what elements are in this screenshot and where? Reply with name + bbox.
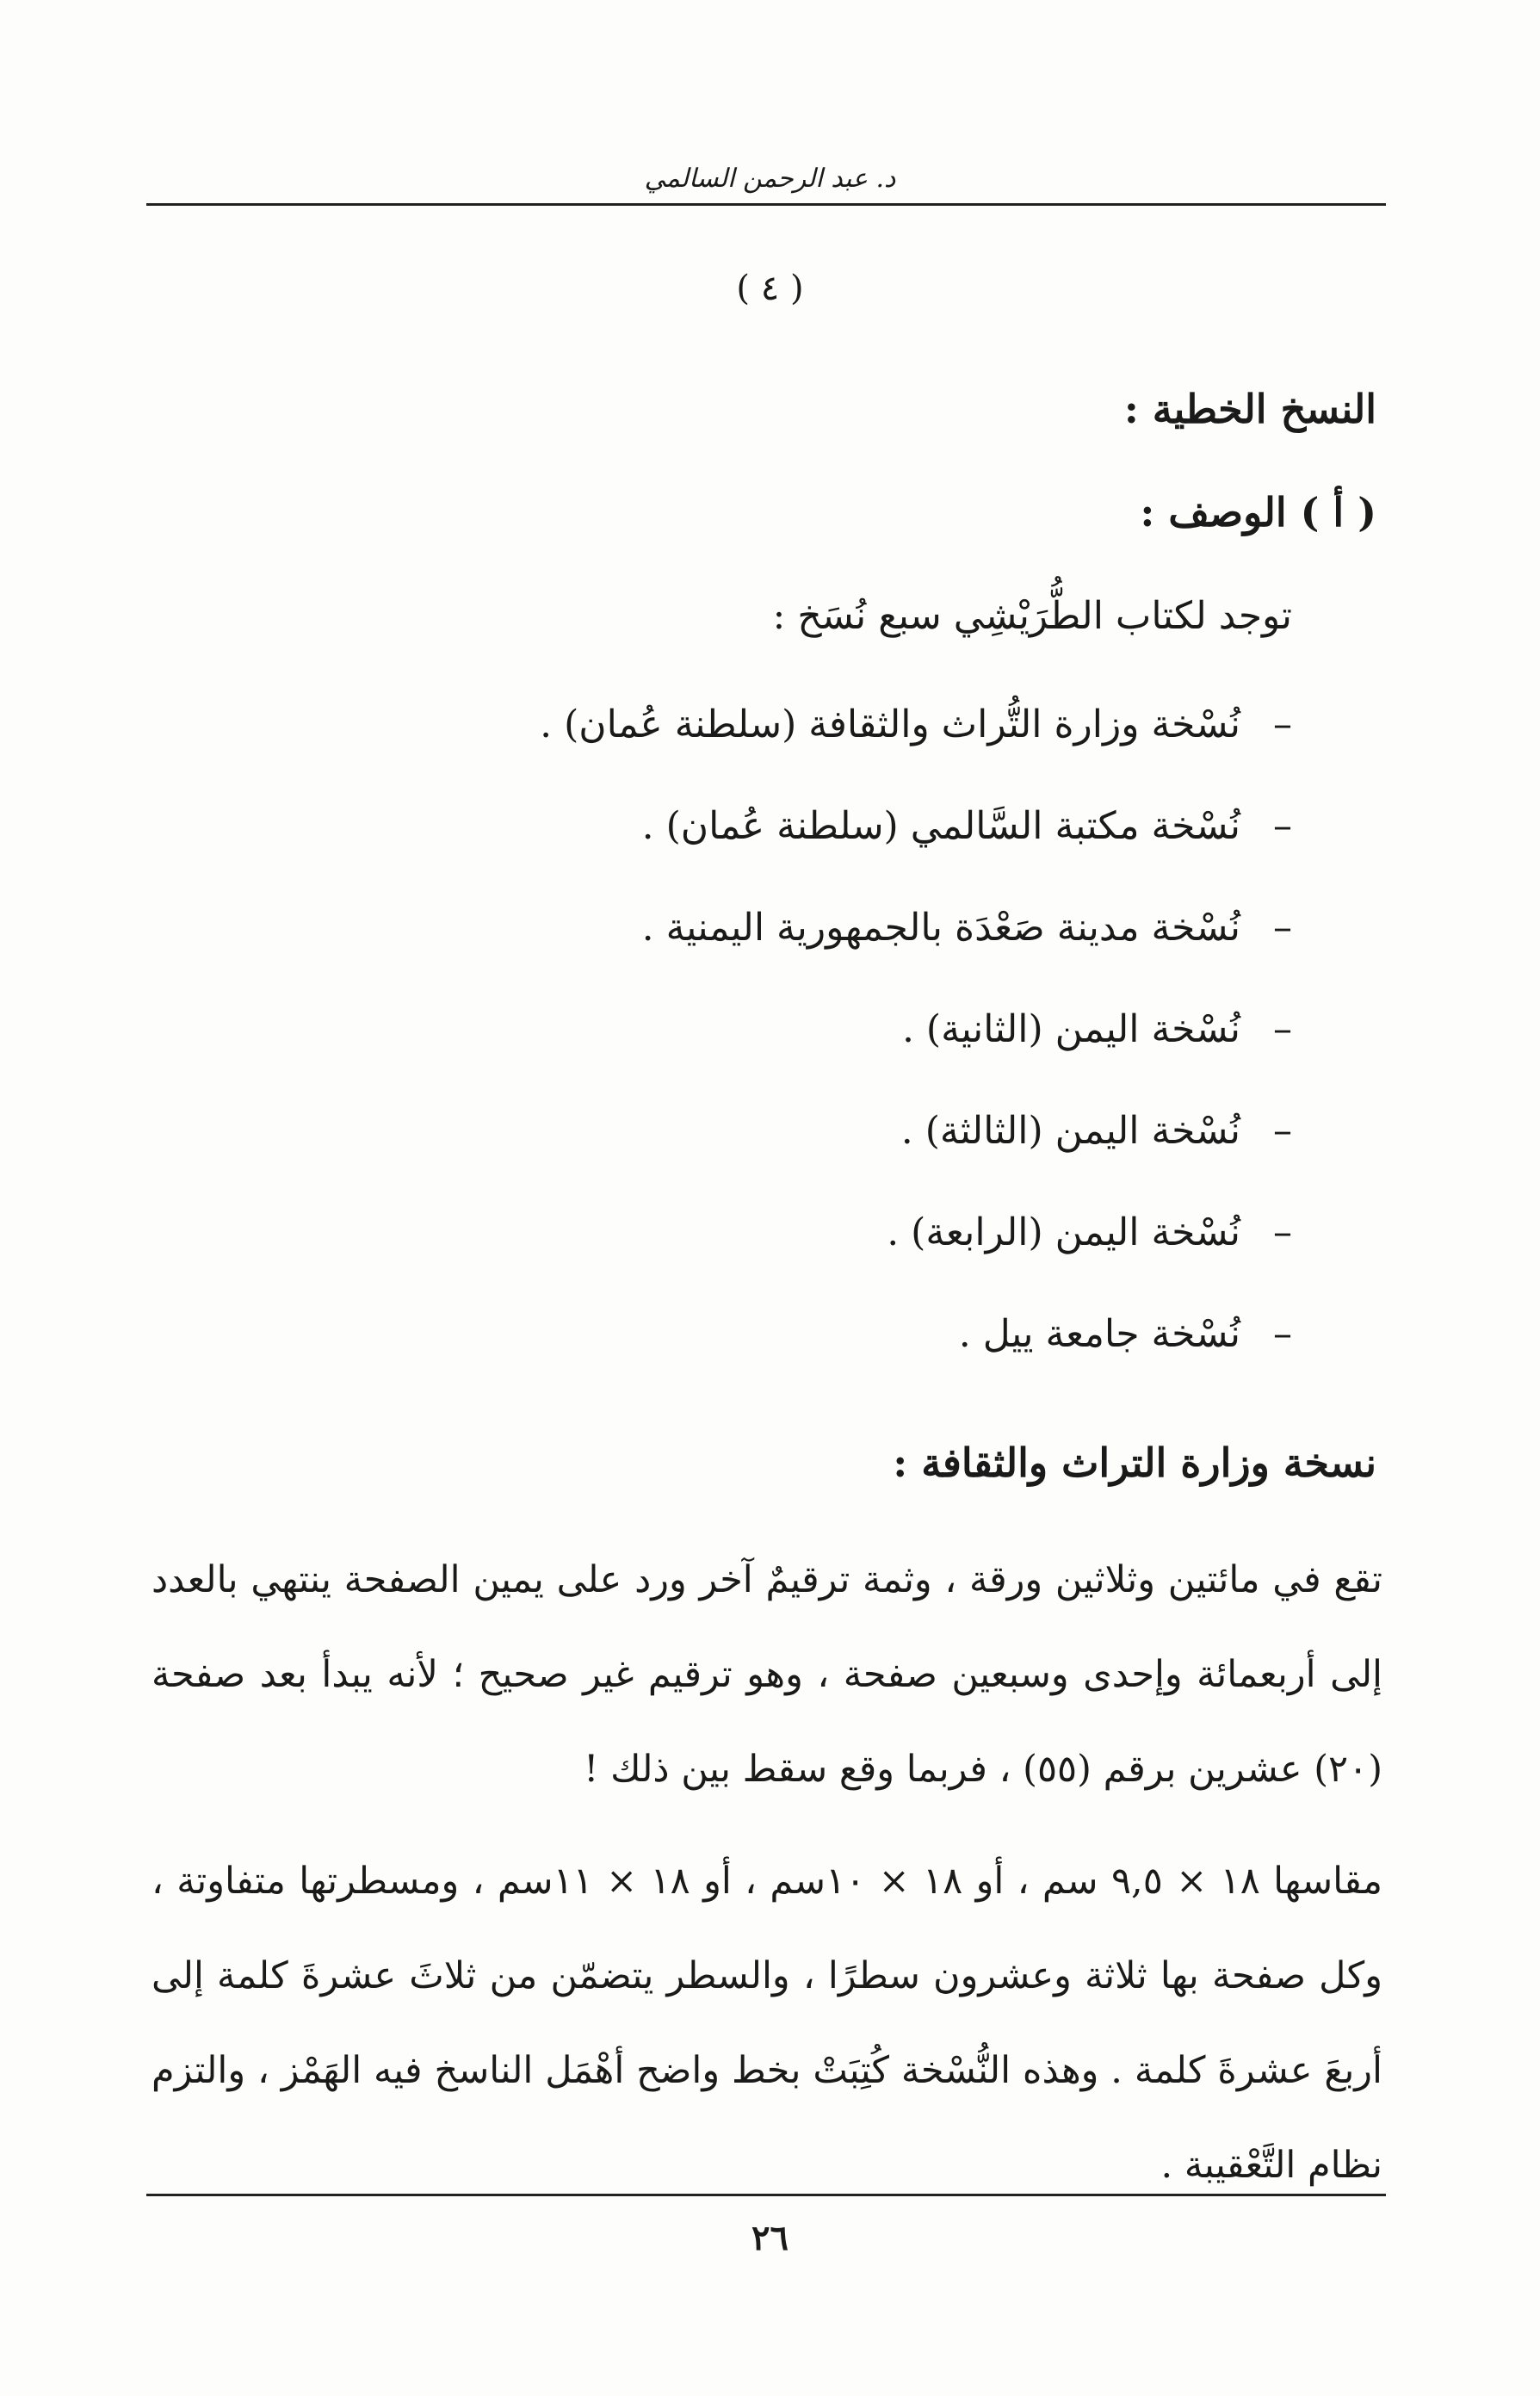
- header-rule: [146, 203, 1386, 206]
- paragraph-pages: تقع في مائتين وثلاثين ورقة ، وثمة ترقيمٌ آخر ورد على يمين الصفحة ينتهي بالعدد إلى أربعمائة وإحدى وسبعين صفحة ، وهو ترقيم غير صحيح ؛ لأنه يبدأ بعد صفحة (٢٠) عشرين برقم (٥٥) ، فربما وقع سقط بين ذلك !: [152, 1558, 1382, 1791]
- copy-text: نُسْخة اليمن (الثانية) .: [901, 1007, 1240, 1051]
- list-dash: –: [1273, 1312, 1292, 1356]
- heading-manuscripts: النسخ الخطية :: [1123, 386, 1376, 432]
- intro-line: توجد لكتاب الطُّرَيْشِي سبع نُسَخ :: [772, 594, 1292, 638]
- list-item: [540, 902, 1292, 1004]
- list-dash: –: [1273, 1007, 1292, 1051]
- list-item: [540, 699, 1292, 801]
- paragraph-dimensions: مقاسها ١٨ × ٩,٥ سم ، أو ١٨ × ١٠سم ، أو ١٨ × ١١سم ، ومسطرتها متفاوتة ، وكل صفحة بها ثلاثة وعشرون سطرًا ، والسطر يتضمّن من ثلاثَ عشرةَ كلمة إلى أربعَ عشرةَ كلمة . وهذه النُّسْخة كُتِبَتْ بخط واضح أهْمَل الناسخ فيه الهَمْز ، والتزم نظام التَّعْقيبة .: [152, 1860, 1382, 2187]
- copy-text: نُسْخة مدينة صَعْدَة بالجمهورية اليمنية .: [641, 906, 1240, 950]
- list-dash: –: [1273, 1109, 1292, 1153]
- heading-description: ( أ ) الوصف :: [1140, 489, 1376, 536]
- copy-text: نُسْخة مكتبة السَّالمي (سلطنة عُمان) .: [641, 804, 1240, 848]
- list-item: [540, 1105, 1292, 1207]
- page-number: ٢٦: [751, 2218, 789, 2258]
- list-item: [540, 801, 1292, 902]
- running-head: د. عبد الرحمن السالمي: [644, 164, 896, 194]
- list-dash: –: [1273, 1210, 1292, 1254]
- section-number: ( ٤ ): [736, 269, 804, 308]
- copy-text: نُسْخة اليمن (الثالثة) .: [900, 1109, 1240, 1153]
- list-dash: –: [1273, 906, 1292, 950]
- list-item: [540, 1207, 1292, 1309]
- list-item: [540, 1004, 1292, 1105]
- copy-text: نُسْخة وزارة التُّراث والثقافة (سلطنة عُمان) .: [540, 703, 1240, 746]
- copy-text: نُسْخة جامعة ييل .: [958, 1312, 1240, 1356]
- heading-ministry-copy: نسخة وزارة التراث والثقافة :: [893, 1439, 1376, 1486]
- list-dash: –: [1273, 804, 1292, 848]
- copy-text: نُسْخة اليمن (الرابعة) .: [887, 1210, 1240, 1254]
- footer-rule: [146, 2194, 1386, 2196]
- copies-list: [540, 699, 1292, 1410]
- list-item: [540, 1309, 1292, 1410]
- list-dash: –: [1273, 703, 1292, 746]
